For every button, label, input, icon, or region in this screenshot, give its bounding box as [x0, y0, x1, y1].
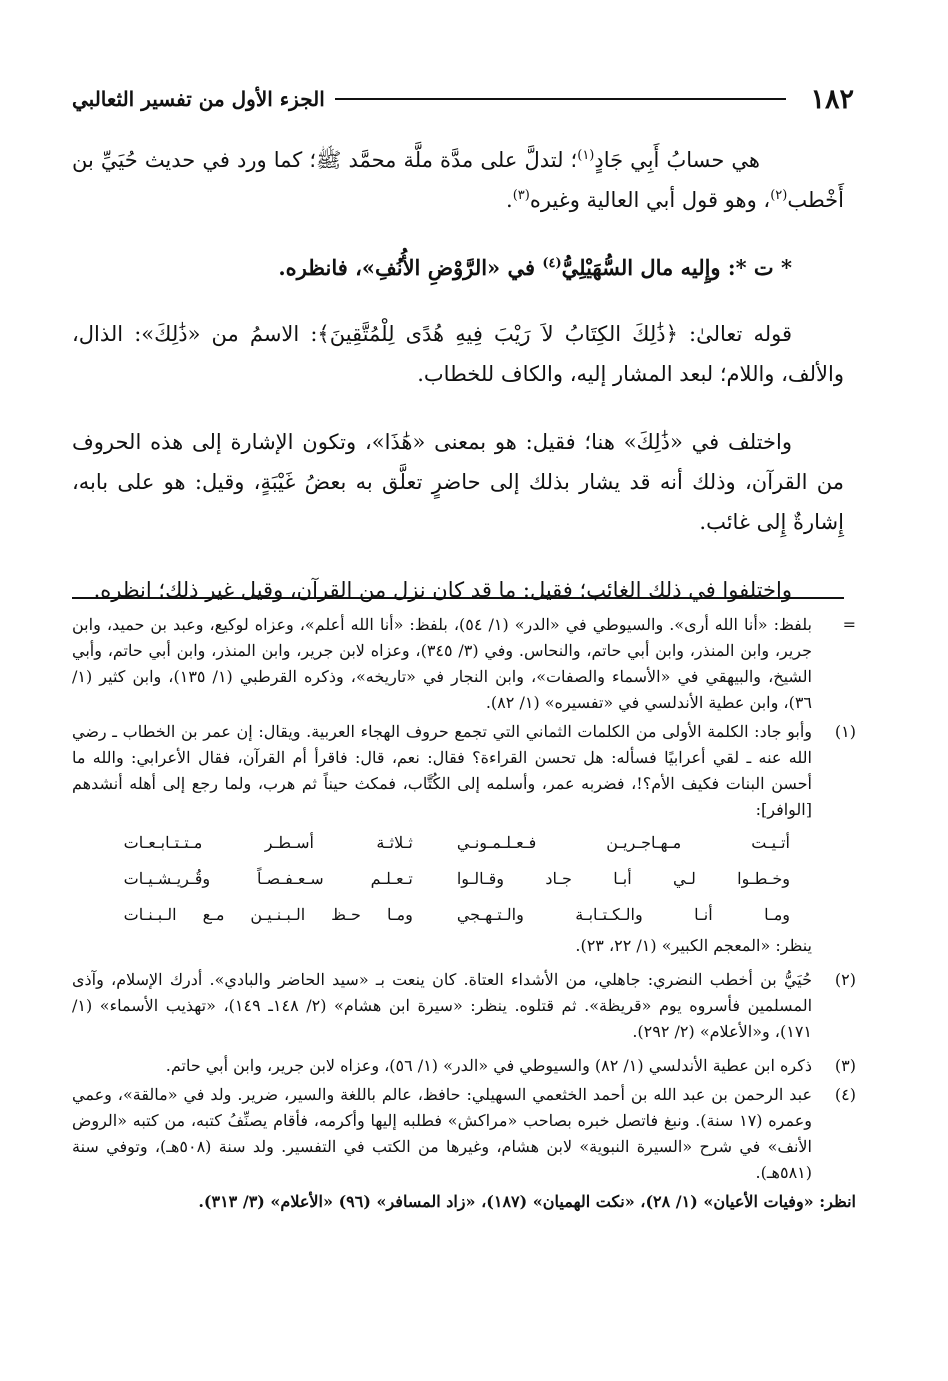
- paragraph-1: [72, 140, 844, 220]
- poem-hemistich-second: ومـا حـظ الـبـنـيـن مـع الـبـنـات: [123, 905, 413, 924]
- footnote-text: بلفظ: «أنا الله أرى». والسيوطي في «الدر» (١/ ٥٤)، بلفظ: «أنا الله أعلم»، وعزاه لوكيع، وعبد بن حميد، وابن جرير، وابن المنذر، وابن أبي حاتم، والنحاس. وفي (٣/ ٣٤٥)، وعزاه لابن جرير، وابن المنذر، وابن أبي حاتم، وأبي الشيخ، والبيهقي في «الأسماء والصفات»، وابن النجار في «تاريخه»، وذكره القرطبي (١/ ١٣٥)، وابن كثير (١/ ٣٦)، وابن عطية الأندلسي في «تفسيره» (١/ ٨٢).: [72, 615, 812, 712]
- paragraph-3: قوله تعالىٰ: ﴿ذَٰلِكَ الكِتَابُ لاَ رَيْبَ فِيهِ هُدًى لِلْمُتَّقِينَ﴾: الاسمُ من «ذَٰلِكَ»: الذال، والألف، واللام؛ لبعد المشار إليه، والكاف للخطاب.: [72, 322, 844, 386]
- main-text: [72, 140, 844, 610]
- footnote-text: عبد الرحمن بن عبد الله بن أحمد الخثعمي السهيلي: حافظ، عالم باللغة والسير، ضرير. ولد في «مالقة»، وعمي وعمره (١٧ سنة). ونبغ فاتصل خبره بصاحب «مراكش» فطلبه إليها وأكرمه، فأقام يصنِّفُ كتبه، من كتبه «الروض الأنف» في شرح «السيرة النبوية» لابن هشام، وغيرها من الكتب في التفسير. ولد سنة (٥٠٨هـ)، وتوفي سنة (٥٨١هـ).: [72, 1085, 813, 1182]
- running-title: الجزء الأول من تفسير الثعالبي: [72, 87, 325, 111]
- footnote-continued: [72, 612, 856, 716]
- p2-text-a: * ت *: وإِليه مال السُّهَيْلِيُّ: [561, 255, 792, 280]
- poem: [72, 825, 812, 933]
- poem-line: [72, 825, 812, 861]
- footnote-marker: (١): [834, 722, 856, 741]
- p1-text-d: .: [506, 188, 513, 212]
- running-header: [72, 80, 854, 118]
- p1-text-b: ؛ لتدلَّ على مدَّة ملَّة محمَّد ﷺ؛ كما ورد في حديث حُيَيِّ بن أَخْطب: [72, 148, 844, 212]
- footnote-ref-3[interactable]: (٣): [512, 188, 530, 203]
- footnote-marker: (٤): [834, 1085, 856, 1104]
- page-number: ١٨٢: [810, 83, 854, 115]
- paragraph-2: [72, 248, 844, 288]
- footnote-4: [72, 1082, 856, 1186]
- poem-line: [72, 897, 812, 933]
- footnote-ref-4[interactable]: (٤): [542, 256, 562, 271]
- footnote-text: ذكره ابن عطية الأندلسي (١/ ٨٢) والسيوطي في «الدر» (١/ ٥٦)، وعزاه لابن جرير، وابن أبي حاتم.: [165, 1056, 812, 1075]
- footnote-marker: =: [842, 615, 856, 634]
- p2-text-b: في «الرَّوْضِ الأُنُفِ»، فانظره.: [278, 255, 543, 280]
- paragraph-5: واختلفوا في ذلك الغائب؛ فقيل: ما قد كان نزل من القرآن، وقيل غير ذلك؛ انظره.: [93, 578, 792, 602]
- poem-hemistich-first: أتـيـت مـهـاجـريـن فـعـلـمـونـي: [456, 833, 790, 852]
- footnote-separator: [72, 597, 844, 599]
- footnote-marker: (٢): [834, 970, 856, 989]
- poem-hemistich-second: ثـلاثـة أسـطـر مـتـتـابـعـات: [123, 833, 413, 852]
- footnote-marker: (٣): [834, 1056, 856, 1075]
- footnote-ref-2[interactable]: (٢): [770, 188, 788, 203]
- poem-hemistich-first: ومـا أنـا والـكـتـابـة والـتـهـجي: [456, 905, 790, 924]
- header-rule: [335, 98, 787, 100]
- poem-hemistich-second: تـعـلـم سـعـفـصـاً وقُـريـشـيـات: [123, 869, 413, 888]
- footnote-ref-1[interactable]: (١): [577, 148, 595, 163]
- poem-line: [72, 861, 812, 897]
- footnotes: [72, 612, 856, 1218]
- footnote-1: [72, 719, 856, 959]
- poem-hemistich-first: وخـطـوا لـي أبـا جـاد وقـالـوا: [456, 869, 790, 888]
- footnote-2: [72, 967, 856, 1045]
- paragraph-4: واختلف في «ذَٰلِكَ» هنا؛ فقيل: هو بمعنى «هَٰذَا»، وتكون الإشارة إلى هذه الحروف من القرآن، وذلك أنه قد يشار بذلك إلى حاضرٍ تعلَّق به بعضُ غَيْبَةٍ، وقيل: هو على بابه، إِشارةٌ إِلى غائب.: [72, 430, 844, 534]
- footnote-4-sources: [72, 1189, 856, 1215]
- p1-text-c: ، وهو قول أبي العالية وغيره: [529, 188, 771, 212]
- footnote-3: [72, 1053, 856, 1079]
- footnote-text: وأبو جاد: الكلمة الأولى من الكلمات الثماني التي تجمع حروف الهجاء العربية. ويقال: إن عمر بن الخطاب ـ رضي الله عنه ـ لقي أعرابيًا فسأله: هل تحسن القراءة؟ فقال: نعم، قال: فاقرأ أم القرآن، فقال الأعرابي: والله ما أحسن البنات فكيف الأم؟!، فضربه عمر، وأسلمه إلى الكُتَّاب، فمكث حيناً ثم هرب، ولما رجع إلى أهله أنشدهم [الوافر]:: [72, 722, 812, 819]
- footnote-text: حُيَيُّ بن أخطب النضري: جاهلي، من الأشداء العتاة. كان ينعت بـ «سيد الحاضر والبادي». أدرك الإسلام، وآذى المسلمين فأسروه يوم «قريظة». ثم قتلوه. ينظر: «سيرة ابن هشام» (٢/ ١٤٨ـ ١٤٩)، «تهذيب الأسماء» (١/ ١٧١)، و«الأعلام» (٢/ ٢٩٢).: [72, 970, 813, 1041]
- p1-text-a: هي حسابُ أَبِي جَادٍ: [594, 148, 760, 172]
- footnote-reference: ينظر: «المعجم الكبير» (١/ ٢٢، ٢٣).: [575, 936, 812, 955]
- footnote-reference: انظر: «وفيات الأعيان» (١/ ٢٨)، «نكت الهميان» (١٨٧)، «زاد المسافر» (٩٦) «الأعلام» (٣/ ٣١٣).: [198, 1192, 856, 1211]
